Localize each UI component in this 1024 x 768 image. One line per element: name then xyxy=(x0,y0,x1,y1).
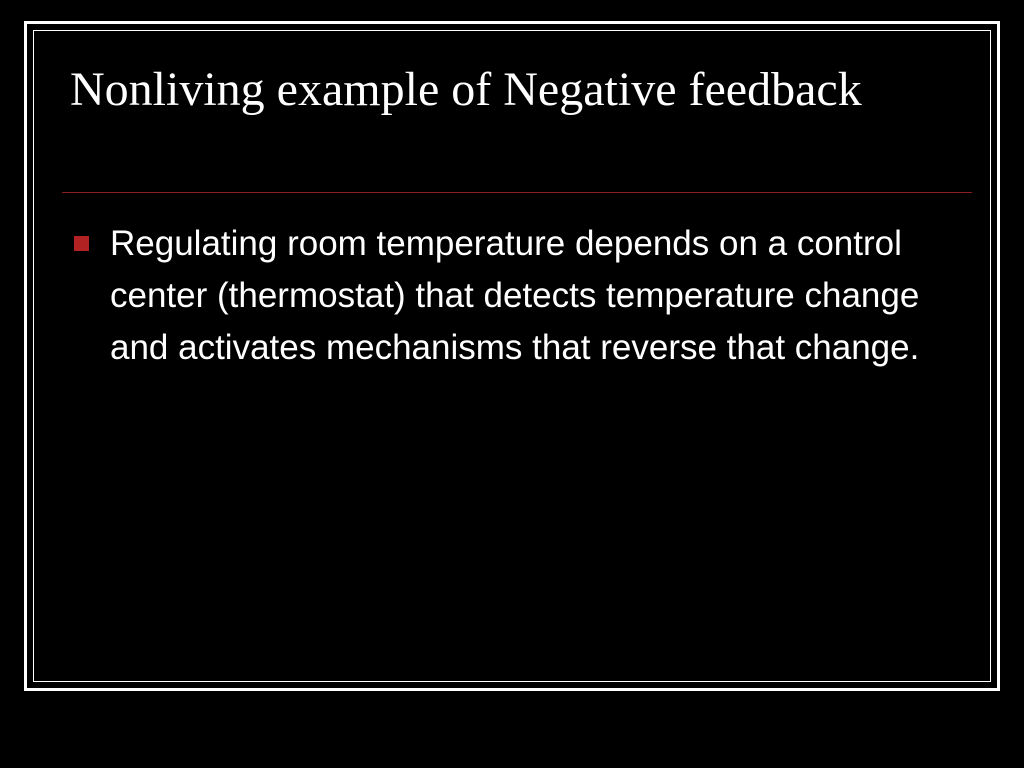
bullet-list xyxy=(74,218,974,374)
title-divider xyxy=(62,192,972,193)
slide-title: Nonliving example of Negative feedback xyxy=(70,63,862,116)
bullet-item xyxy=(74,218,974,374)
bullet-text: Regulating room temperature depends on a control center (thermostat) that detects temperature change and activates mechanisms that reverse that change. xyxy=(110,224,920,367)
square-bullet-icon xyxy=(74,236,89,251)
